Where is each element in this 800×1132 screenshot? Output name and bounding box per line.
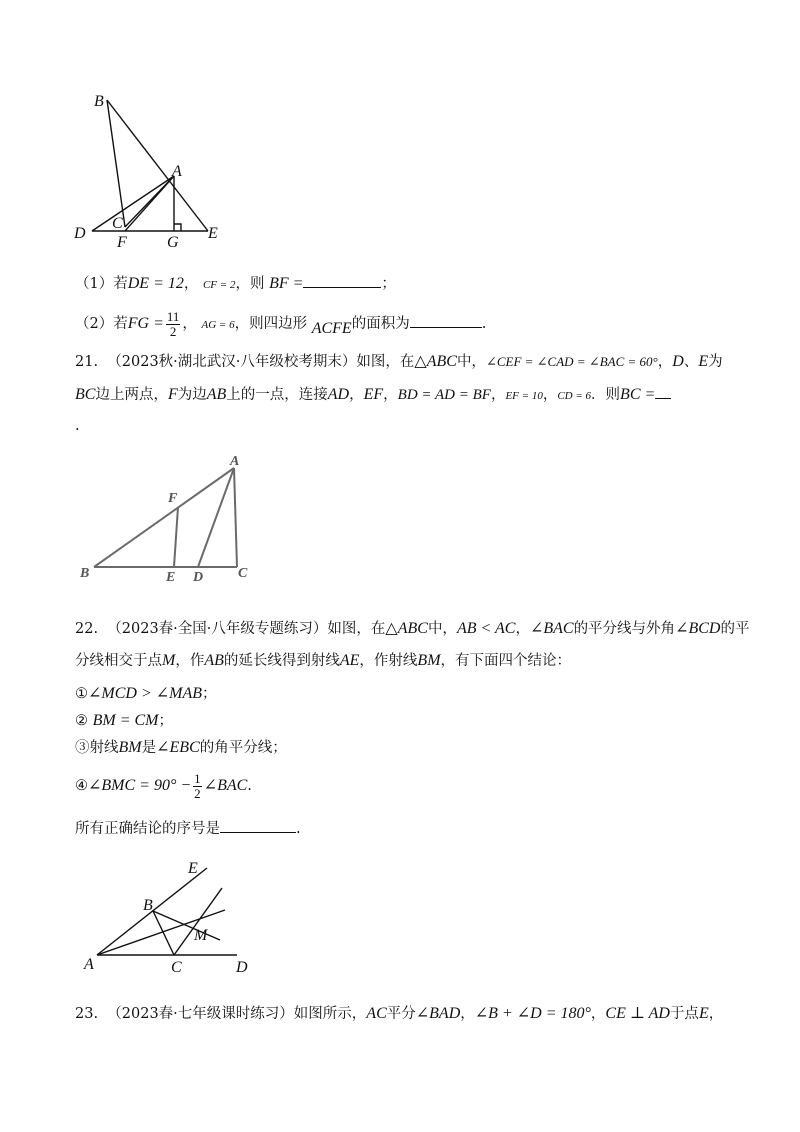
label-D: D: [74, 225, 86, 242]
q21-line3: [75, 416, 80, 436]
q22-line1: [75, 619, 749, 639]
q21-text-b: 中，: [456, 354, 486, 370]
figure-3-angle-bisector-diagram: [75, 852, 275, 977]
q22-ineq: AB < AC: [456, 620, 516, 637]
q22-c3-bm: BM: [118, 739, 142, 756]
q22-c3-mid: 是: [141, 740, 157, 756]
label-C: C: [112, 215, 123, 232]
q21-number: 21.: [75, 354, 99, 370]
q21-f: F: [167, 386, 178, 403]
q20-p2-end1: 的面积为: [351, 316, 410, 332]
label-B: B: [94, 93, 104, 110]
q22-ae: AE: [339, 652, 360, 669]
q22-bm: BM: [417, 652, 441, 669]
figure-2-triangle-diagram: [75, 450, 265, 585]
q21-text-m: ．则: [591, 387, 621, 403]
q21-text-g: 为边: [177, 387, 207, 403]
label-B: B: [143, 897, 153, 914]
label-D: D: [236, 959, 248, 976]
q22-number: 22.: [75, 621, 99, 637]
q21-text-a: 如图，在: [356, 354, 415, 370]
label-G: G: [167, 234, 179, 250]
q22-line2-e: ，有下面四个结论：: [440, 653, 572, 669]
q22-c3-ebc: ∠EBC: [156, 739, 200, 756]
answer-blank-q22[interactable]: [220, 818, 296, 833]
q22-bac: ∠BAC: [529, 620, 574, 637]
q20-p2-fg: FG =: [127, 315, 164, 332]
answer-blank-area[interactable]: [410, 313, 482, 328]
q22-ask-end: .: [296, 821, 301, 837]
q22-conclusion-4: [75, 769, 252, 803]
segment-BC: [153, 911, 174, 955]
answer-blank-bf[interactable]: [303, 273, 381, 288]
q22-c3-end: 的角平分线；: [199, 740, 287, 756]
q22-line2-d: ，作射线: [359, 653, 418, 669]
q22-tri: △ABC: [385, 620, 428, 637]
q20-part1: [75, 273, 396, 295]
q21-text-j: ，: [383, 387, 398, 403]
label-E: E: [166, 570, 176, 585]
q21-text-i: ，: [349, 387, 364, 403]
q22-line2-a: 分线相交于点: [75, 653, 162, 669]
q23-text-e: 于点: [669, 1006, 699, 1022]
q20-p1-prefix: （1）若: [75, 276, 128, 292]
q22-question: [75, 818, 301, 839]
q20-p2-prefix: （2）若: [75, 316, 128, 332]
q22-ab: AB: [204, 652, 224, 669]
q22-conclusion-3: [75, 738, 287, 758]
q21-line2: [75, 384, 671, 406]
q20-p2-sep: ，: [182, 316, 197, 332]
q22-c4-a: ∠BMC = 90° −: [88, 777, 192, 794]
label-E: E: [208, 225, 218, 242]
q23-perp: CE ⊥ AD: [605, 1005, 670, 1022]
q23-number: 23.: [75, 1006, 99, 1022]
q23-ac: AC: [366, 1005, 387, 1022]
q21-dot: .: [75, 418, 80, 434]
q21-line1: [75, 352, 723, 372]
q20-part2: [75, 308, 486, 340]
q22-line2-b: ，作: [175, 653, 205, 669]
label-M: M: [194, 927, 208, 944]
q22-c2: BM = CM: [92, 712, 159, 729]
q21-text-h: 上的一点，连接: [226, 387, 328, 403]
label-A: A: [230, 454, 240, 469]
fraction-1-2: [193, 772, 202, 801]
q21-cd6: CD = 6: [557, 390, 592, 402]
q21-ef10: EF = 10: [505, 390, 543, 402]
q23-e: E: [698, 1005, 709, 1022]
q22-m: M: [162, 652, 176, 669]
q21-bceq: BC =: [620, 386, 656, 403]
q23-bad: ∠BAD: [415, 1005, 461, 1022]
q21-eq: BD = AD = BF: [397, 387, 491, 403]
q22-c2-end: ；: [158, 713, 174, 729]
label-B: B: [80, 566, 90, 581]
q22-c4-b: ∠BAC: [203, 777, 248, 794]
q20-p1-sep: ，: [183, 276, 199, 292]
label-E: E: [188, 860, 198, 877]
q22-conclusion-2: [75, 711, 173, 731]
q21-text-f: 边上两点，: [95, 387, 168, 403]
q23-source: （2023春·七年级课时练习）: [107, 1006, 294, 1022]
q21-ef: EF: [363, 386, 384, 403]
q20-p1-end: ；: [381, 276, 396, 292]
segment-BA: [94, 468, 234, 567]
q20-p2-mid: ，则四边形: [234, 316, 308, 332]
label-C: C: [171, 959, 182, 976]
q21-text-d: 、: [683, 354, 699, 370]
segment-FE: [174, 507, 178, 567]
q21-tri: △ABC: [414, 353, 457, 370]
q22-conclusion-1: [75, 684, 217, 704]
q20-p2-ag: AG = 6: [201, 319, 235, 331]
q22-text-e: 的平: [720, 621, 750, 637]
q21-ad: AD: [327, 386, 350, 403]
q22-c4-num: ④: [75, 778, 88, 794]
q21-text-k: ，: [490, 387, 506, 403]
q21-bc: BC: [75, 386, 96, 403]
q22-text-c: ，: [515, 621, 530, 637]
label-F: F: [117, 234, 127, 250]
q21-source: （2023秋·湖北武汉·八年级校考期末）: [107, 354, 357, 370]
q23-text-a: 如图所示，: [293, 1006, 367, 1022]
figure-1-triangle-diagram: [70, 88, 240, 250]
q23-text-b: 平分: [386, 1006, 416, 1022]
q22-c3-num: ③射线: [75, 740, 119, 756]
right-angle-mark: [174, 224, 181, 231]
q21-text-e: 为: [708, 354, 723, 370]
q21-e: E: [698, 353, 709, 370]
bisector-CM: [174, 888, 222, 955]
answer-blank-bc[interactable]: [655, 384, 671, 399]
q21-text-l: ，: [542, 387, 558, 403]
q22-c2-num: ②: [75, 713, 88, 729]
q21-text-c: ，: [657, 354, 673, 370]
q22-bcd: ∠BCD: [675, 620, 721, 637]
label-F: F: [168, 491, 178, 506]
q22-c4-end: .: [247, 778, 252, 794]
q22-source: （2023春·全国·八年级专题练习）: [107, 621, 328, 637]
label-D: D: [193, 570, 204, 585]
frac-den: 2: [169, 323, 177, 339]
q20-p1-bf: BF =: [269, 275, 304, 292]
q22-c1: ∠MCD > ∠MAB: [88, 685, 203, 702]
q20-p2-end2: .: [481, 316, 487, 332]
segment-AD: [198, 468, 234, 567]
label-C: C: [238, 566, 248, 581]
q22-text-b: 中，: [427, 621, 457, 637]
q22-c1-num: ①: [75, 686, 88, 702]
q23-text-c: ，: [460, 1006, 475, 1022]
fraction-11-2: [166, 310, 181, 339]
frac-num: 11: [166, 308, 180, 324]
q22-text-a: 如图，在: [327, 621, 386, 637]
segment-AC: [234, 468, 237, 567]
q21-ab: AB: [206, 386, 227, 403]
q23-text-d: ，: [590, 1006, 606, 1022]
frac-den: 2: [194, 785, 201, 801]
label-A: A: [84, 956, 94, 973]
q22-ask: 所有正确结论的序号是: [75, 821, 220, 837]
q20-p2-quad: ACFE: [311, 320, 352, 337]
q23-text-f: ，: [708, 1006, 724, 1022]
q23-sum: ∠B + ∠D = 180°: [474, 1005, 591, 1022]
q22-c1-end: ；: [202, 686, 217, 702]
q20-p1-cf: CF = 2: [202, 279, 236, 291]
frac-num: 1: [194, 770, 201, 786]
q21-angles: ∠CEF = ∠CAD = ∠BAC = 60°: [485, 354, 658, 369]
q22-line2: [75, 651, 571, 671]
q20-p1-de: DE = 12: [127, 275, 184, 292]
q23-line1: [75, 1004, 723, 1024]
q20-p1-mid: ，则: [235, 276, 265, 292]
q22-line2-c: 的延长线得到射线: [223, 653, 340, 669]
label-A: A: [172, 163, 182, 180]
q22-text-d: 的平分线与外角: [573, 621, 676, 637]
q21-d: D: [672, 353, 684, 370]
